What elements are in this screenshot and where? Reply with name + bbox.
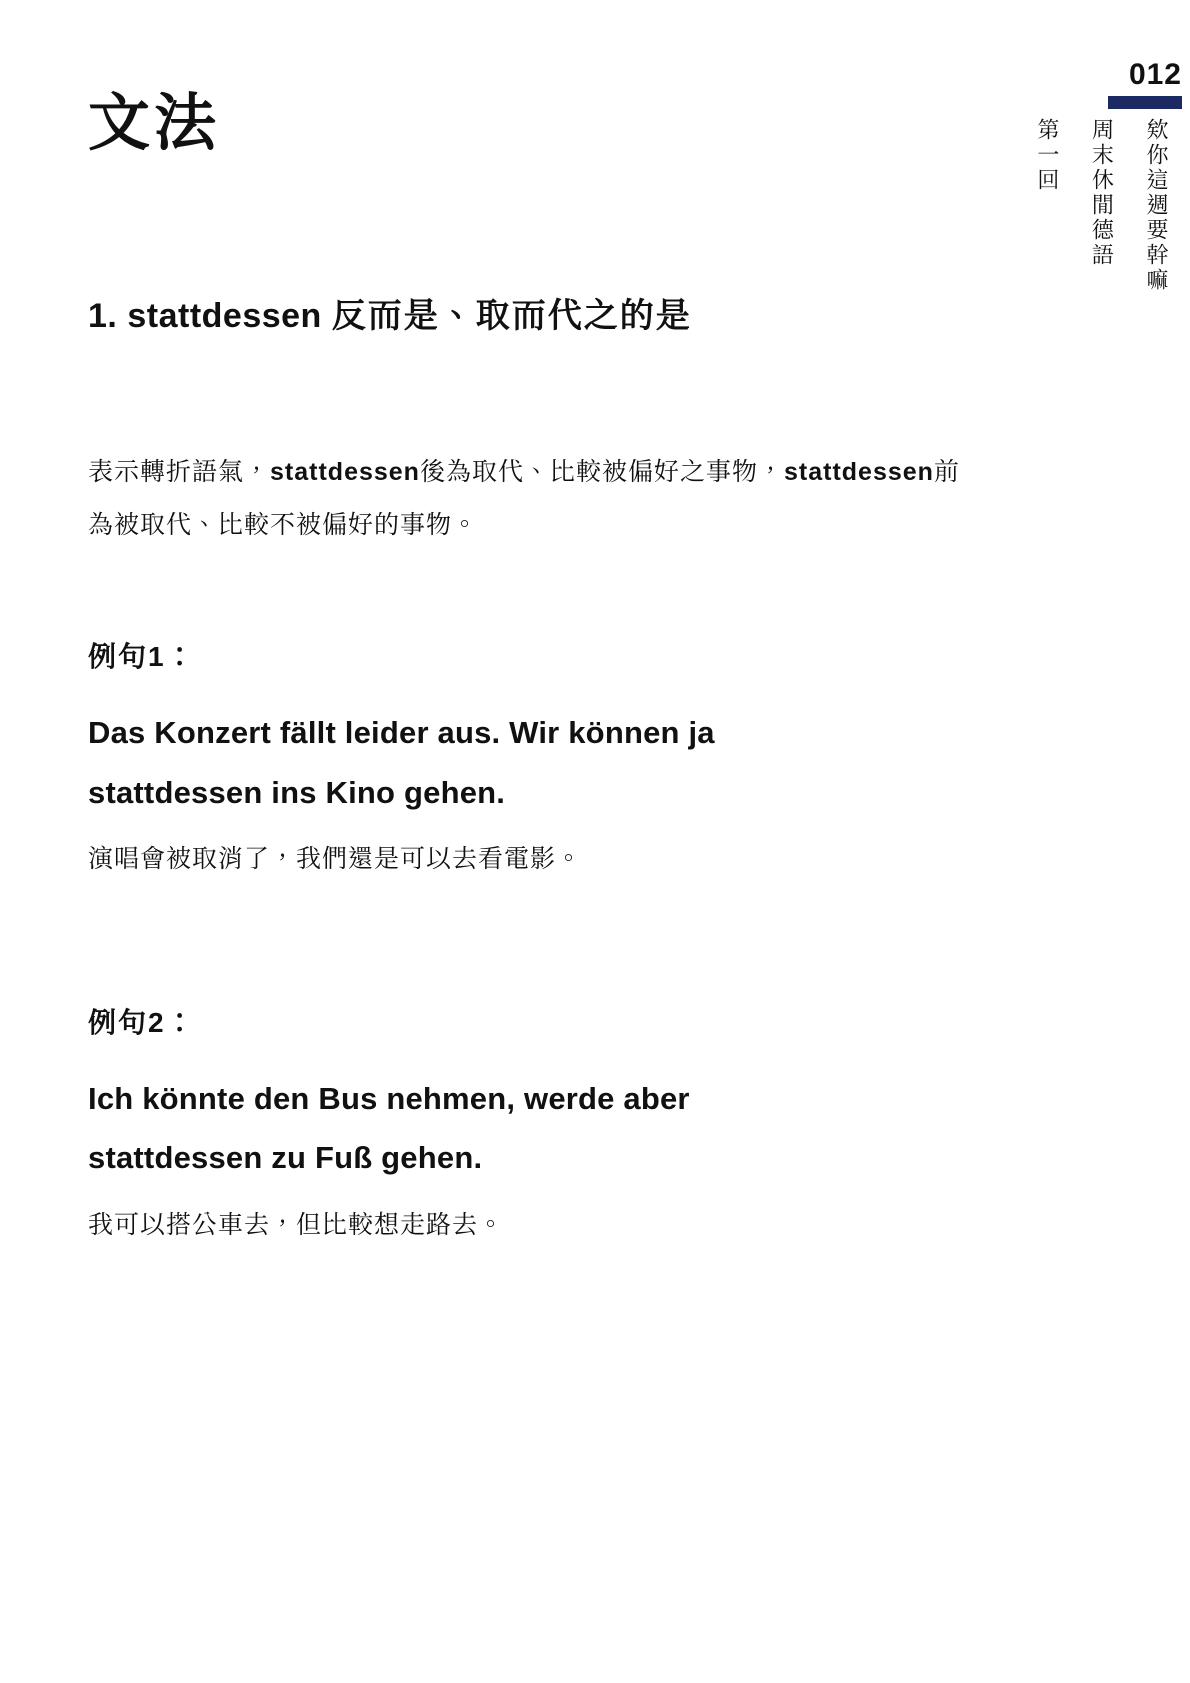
running-head-line-2: 周末休閒德語	[1089, 118, 1115, 268]
page-side-rail	[1030, 0, 1190, 1683]
example-german-1: Das Konzert fällt leider aus. Wir können ja stattdessen ins Kino gehen.	[88, 715, 715, 810]
running-head	[1032, 118, 1170, 293]
rule-number: 1.	[88, 297, 118, 336]
running-head-line-1: 欸你這週要幹嘛	[1144, 118, 1169, 293]
example-label-2: 例句2：	[88, 1006, 196, 1038]
page-title: 文法	[88, 89, 221, 158]
page-number: 012	[1128, 58, 1182, 91]
explanation-term-1: stattdessen	[270, 458, 420, 487]
explanation-term-2: stattdessen	[783, 458, 934, 487]
example-label-1: 例句1：	[88, 641, 196, 673]
rule-heading	[88, 158, 968, 340]
example-german-2: Ich könnte den Bus nehmen, werde aber stattdessen zu Fuß gehen.	[88, 1080, 690, 1176]
example-block-1	[88, 551, 968, 881]
rule-gloss: 反而是、取而代之的是	[331, 297, 692, 336]
page-number-accent-bar	[1108, 96, 1182, 109]
example-block-2	[88, 881, 968, 1247]
example-chinese-1: 演唱會被取消了，我們還是可以去看電影。	[88, 845, 583, 874]
example-chinese-2: 我可以搭公車去，但比較想走路去。	[88, 1210, 505, 1239]
explanation-part-3: 前為被取代、比較不被偏好的事物。	[88, 458, 960, 539]
explanation-part-1: 表示轉折語氣，	[88, 458, 271, 487]
explanation-part-2: 後為取代、比較被偏好之事物，	[419, 458, 784, 487]
running-head-line-3: 第一回	[1034, 118, 1060, 193]
main-content	[88, 0, 968, 1246]
rule-explanation	[88, 340, 968, 551]
rule-term: stattdessen	[127, 297, 322, 336]
